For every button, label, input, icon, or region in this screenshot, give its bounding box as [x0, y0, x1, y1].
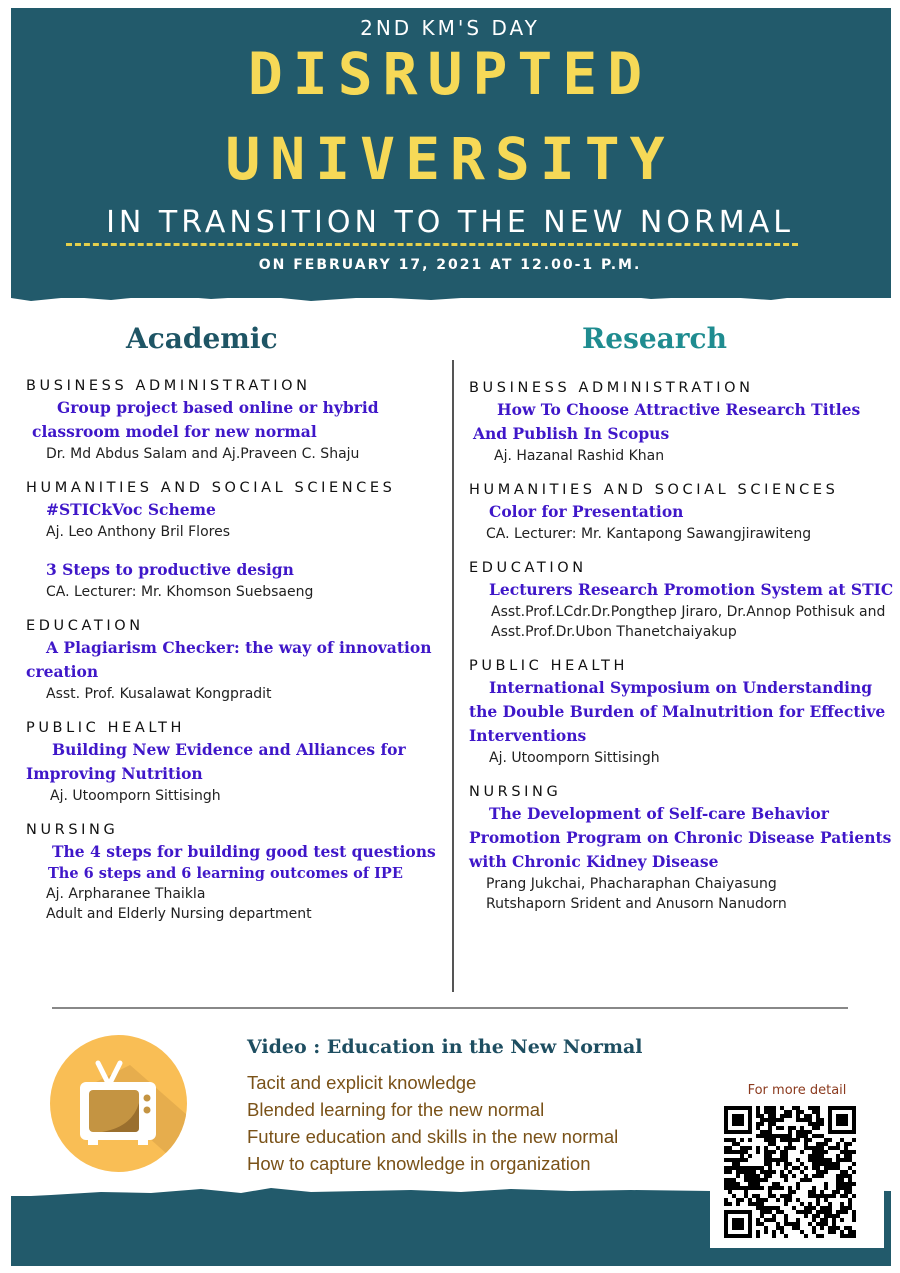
speaker: CA. Lecturer: Mr. Kantapong Sawangjirawiteng [486, 526, 812, 542]
torn-edge-top [11, 286, 891, 310]
speaker: Prang Jukchai, Phacharaphan Chaiyasung [486, 876, 777, 892]
video-item[interactable]: Tacit and explicit knowledge [247, 1072, 477, 1093]
topic: A Plagiarism Checker: the way of innovation creation [26, 638, 432, 681]
topic: The Development of Self-care Behavior Promotion Program on Chronic Disease Patients with Chronic Kidney Disease [469, 804, 892, 871]
qr-code-icon[interactable] [724, 1106, 856, 1238]
title-line-2: UNIVERSITY [225, 125, 675, 193]
qr-label: For more detail [747, 1083, 847, 1098]
academic-heading: Academic [126, 322, 278, 355]
speaker: Aj. Leo Anthony Bril Flores [46, 524, 230, 540]
topic: International Symposium on Understanding the Double Burden of Malnutrition for Effective Interventions [469, 678, 886, 745]
topic: 3 Steps to productive design [46, 560, 294, 579]
title-line-1: DISRUPTED [247, 40, 653, 108]
research-heading: Research [582, 322, 727, 355]
topic: How To Choose Attractive Research Titles And Publish In Scopus [473, 400, 861, 443]
speaker: Asst. Prof. Kusalawat Kongpradit [46, 686, 272, 702]
video-item[interactable]: How to capture knowledge in organization [247, 1153, 591, 1174]
dept-heading: EDUCATION [26, 618, 144, 634]
topic: Color for Presentation [489, 502, 684, 521]
dept-heading: NURSING [469, 784, 562, 800]
dept-heading: PUBLIC HEALTH [469, 658, 629, 674]
dept-heading: PUBLIC HEALTH [26, 720, 186, 736]
topic: Group project based online or hybrid classroom model for new normal [32, 398, 379, 441]
speaker: Aj. Utoomporn Sittisingh [489, 750, 660, 766]
academic-column [26, 376, 446, 924]
speaker: Rutshaporn Srident and Anusorn Nanudorn [486, 896, 787, 912]
dept-heading: EDUCATION [469, 560, 587, 576]
video-item[interactable]: Blended learning for the new normal [247, 1099, 545, 1120]
column-divider [452, 360, 454, 992]
topic: Building New Evidence and Alliances for Improving Nutrition [26, 740, 406, 783]
dept-heading: NURSING [26, 822, 119, 838]
qr-section [710, 1078, 884, 1248]
speaker: Aj. Utoomporn Sittisingh [50, 788, 221, 804]
speaker: Aj. Arpharanee Thaikla [46, 886, 206, 902]
dept-heading: HUMANITIES AND SOCIAL SCIENCES [469, 482, 839, 498]
speaker: Aj. Hazanal Rashid Khan [494, 448, 665, 464]
section-divider [52, 1007, 848, 1009]
dept-heading: BUSINESS ADMINISTRATION [26, 378, 311, 394]
dept-heading: BUSINESS ADMINISTRATION [469, 380, 754, 396]
event-date: ON FEBRUARY 17, 2021 AT 12.00-1 P.M. [258, 257, 642, 273]
dept-heading: HUMANITIES AND SOCIAL SCIENCES [26, 480, 396, 496]
topic: #STICkVoc Scheme [46, 500, 216, 519]
event-kicker: 2ND KM'S DAY [360, 16, 540, 40]
topic: The 6 steps and 6 learning outcomes of IPE [48, 865, 403, 882]
video-item[interactable]: Future education and skills in the new normal [247, 1126, 619, 1147]
subtitle: IN TRANSITION TO THE NEW NORMAL [106, 205, 794, 240]
speaker: Asst.Prof.LCdr.Dr.Pongthep Jiraro, Dr.Annop Pothisuk and Asst.Prof.Dr.Ubon Thanetchaiyakup [491, 604, 886, 640]
tv-icon [50, 1035, 187, 1172]
video-title: Video : Education in the New Normal [247, 1036, 643, 1058]
research-column [469, 378, 894, 914]
video-list [247, 1069, 618, 1177]
speaker: Dr. Md Abdus Salam and Aj.Praveen C. Shaju [46, 446, 360, 462]
dashed-divider [66, 243, 798, 246]
speaker-department: Adult and Elderly Nursing department [46, 906, 312, 922]
topic: Lecturers Research Promotion System at STIC [489, 580, 894, 599]
topic: The 4 steps for building good test questions [52, 842, 436, 861]
speaker: CA. Lecturer: Mr. Khomson Suebsaeng [46, 584, 314, 600]
